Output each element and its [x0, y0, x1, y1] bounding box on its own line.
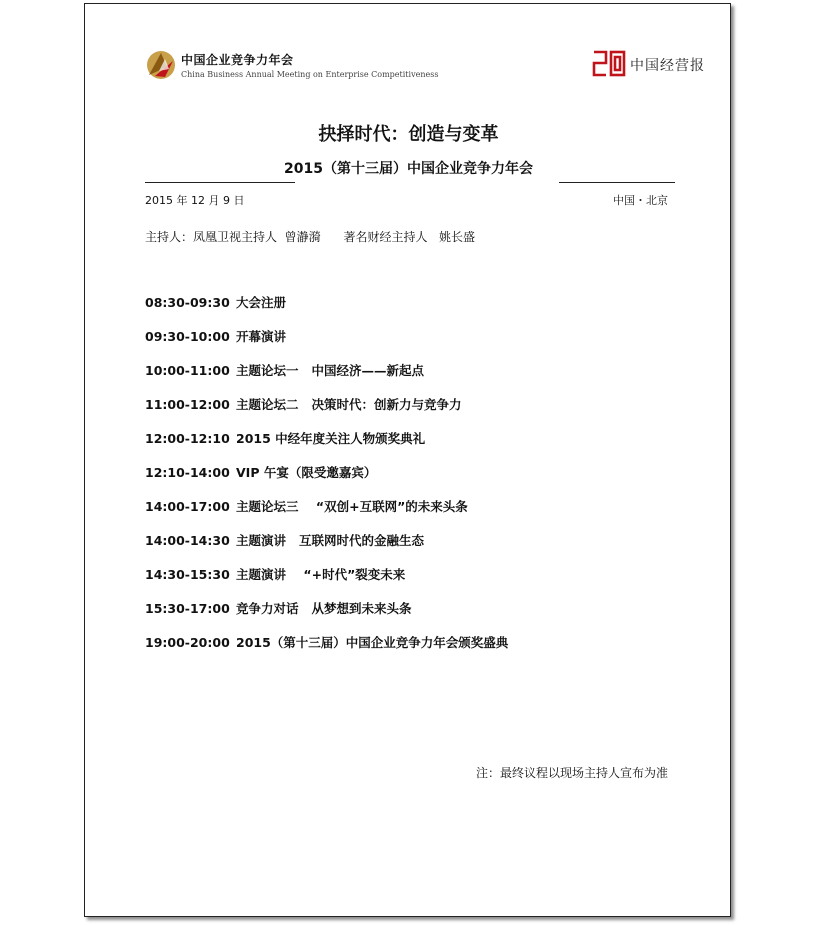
agenda-time: 12:00-12:10 — [145, 431, 230, 446]
agenda-item: 主题演讲 “+时代”裂变未来 — [236, 567, 406, 582]
agenda-row — [145, 361, 508, 395]
agenda-item: VIP 午宴（限受邀嘉宾） — [236, 465, 377, 480]
agenda-time: 12:10-14:00 — [145, 465, 230, 480]
agenda-item: 2015（第十三届）中国企业竞争力年会颁奖盛典 — [236, 635, 509, 650]
agenda-row — [145, 463, 508, 497]
footnote: 注：最终议程以现场主持人宣布为准 — [475, 766, 668, 780]
page-subtitle: 2015（第十三届）中国企业竞争力年会 — [284, 161, 533, 177]
agenda-item: 主题演讲 互联网时代的金融生态 — [236, 533, 425, 548]
agenda-row — [145, 599, 508, 633]
agenda-time: 10:00-11:00 — [145, 363, 230, 378]
anniversary-30-icon — [592, 48, 626, 78]
agenda-item: 竞争力对话 从梦想到未来头条 — [236, 601, 412, 616]
event-logo-en: China Business Annual Meeting on Enterprise Competitiveness — [181, 70, 439, 79]
agenda-item: 主题论坛一 中国经济——新起点 — [236, 363, 425, 378]
agenda-item: 2015 中经年度关注人物颁奖典礼 — [236, 431, 426, 446]
event-logo-cn: 中国企业竞争力年会 — [181, 53, 294, 67]
event-logo — [145, 48, 465, 88]
agenda-page — [84, 3, 731, 917]
agenda-row — [145, 633, 508, 667]
agenda-time: 14:00-14:30 — [145, 533, 230, 548]
agenda-row — [145, 395, 508, 429]
agenda-row — [145, 531, 508, 565]
event-location: 中国・北京 — [613, 194, 668, 207]
divider-right — [559, 182, 675, 183]
agenda-time: 09:30-10:00 — [145, 329, 230, 344]
agenda-list — [145, 293, 508, 667]
event-logo-icon — [145, 49, 177, 81]
agenda-item: 大会注册 — [236, 295, 287, 310]
hosts-line: 主持人：凤凰卫视主持人 曾瀞漪 著名财经主持人 姚长盛 — [145, 230, 475, 244]
agenda-time: 08:30-09:30 — [145, 295, 230, 310]
agenda-row — [145, 497, 508, 531]
newspaper-logo-text: 中国经营报 — [630, 58, 705, 74]
page-title: 抉择时代：创造与变革 — [318, 124, 499, 145]
agenda-item: 主题论坛二 决策时代：创新力与竞争力 — [236, 397, 462, 412]
agenda-row — [145, 293, 508, 327]
agenda-time: 15:30-17:00 — [145, 601, 230, 616]
agenda-time: 14:30-15:30 — [145, 567, 230, 582]
divider-left — [145, 182, 295, 183]
agenda-item: 开幕演讲 — [236, 329, 287, 344]
agenda-item: 主题论坛三 “双创+互联网”的未来头条 — [236, 499, 468, 514]
event-date: 2015 年 12 月 9 日 — [145, 194, 245, 207]
agenda-time: 19:00-20:00 — [145, 635, 230, 650]
newspaper-logo — [592, 48, 705, 82]
agenda-row — [145, 327, 508, 361]
agenda-row — [145, 429, 508, 463]
agenda-row — [145, 565, 508, 599]
agenda-time: 14:00-17:00 — [145, 499, 230, 514]
agenda-time: 11:00-12:00 — [145, 397, 230, 412]
